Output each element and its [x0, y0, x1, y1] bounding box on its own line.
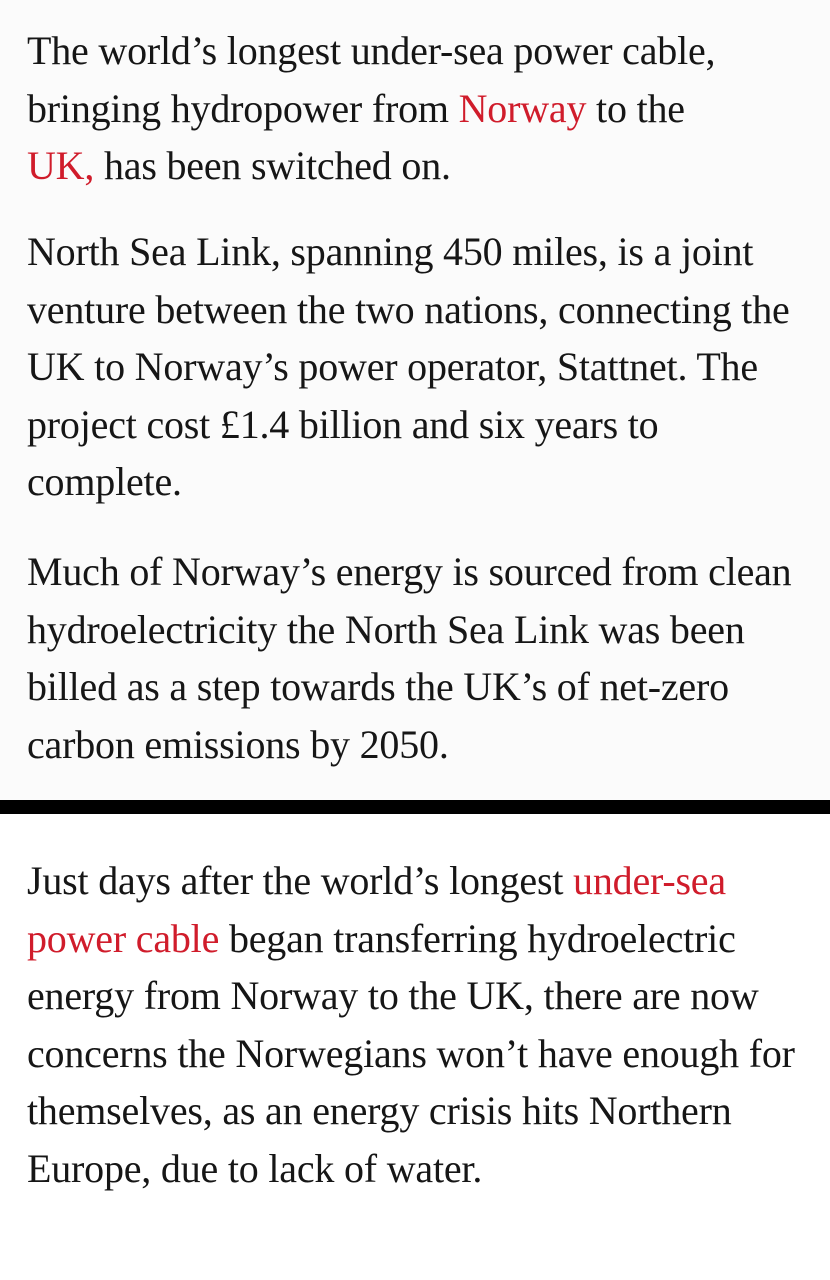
paragraph-text: Just days after the world’s longest	[27, 858, 574, 903]
norway-link[interactable]: Norway	[458, 85, 587, 131]
article-paragraph-2: North Sea Link, spanning 450 miles, is a joint venture between the two nations, connecting the UK to Norway’s power operator, Stattnet. The project cost £1.4 billion and six years to complete.	[27, 229, 790, 504]
article-paragraph-1	[27, 22, 817, 195]
paragraph-text: has been switched on.	[94, 143, 451, 188]
article-paragraph-4	[27, 852, 817, 1197]
uk-link[interactable]: UK,	[27, 143, 95, 188]
paragraph-text: began transferring hydroelectric energy from Norway to the UK, there are now concerns the Norwegians won’t have enough for themselves, as an energy crisis hits Northern Europe, due to lack of water.	[27, 915, 795, 1191]
under-sea-power-cable-link[interactable]: under-sea power cable	[27, 858, 726, 961]
paragraph-text: The world’s longest under-sea power cable, bringing hydropower from	[27, 28, 716, 131]
paragraph-text: to the	[586, 85, 685, 131]
screenshot-divider	[0, 800, 830, 814]
article-paragraph-3: Much of Norway’s energy is sourced from clean hydroelectricity the North Sea Link was been billed as a step towards the UK’s of net-zero carbon emissions by 2050.	[27, 549, 792, 767]
